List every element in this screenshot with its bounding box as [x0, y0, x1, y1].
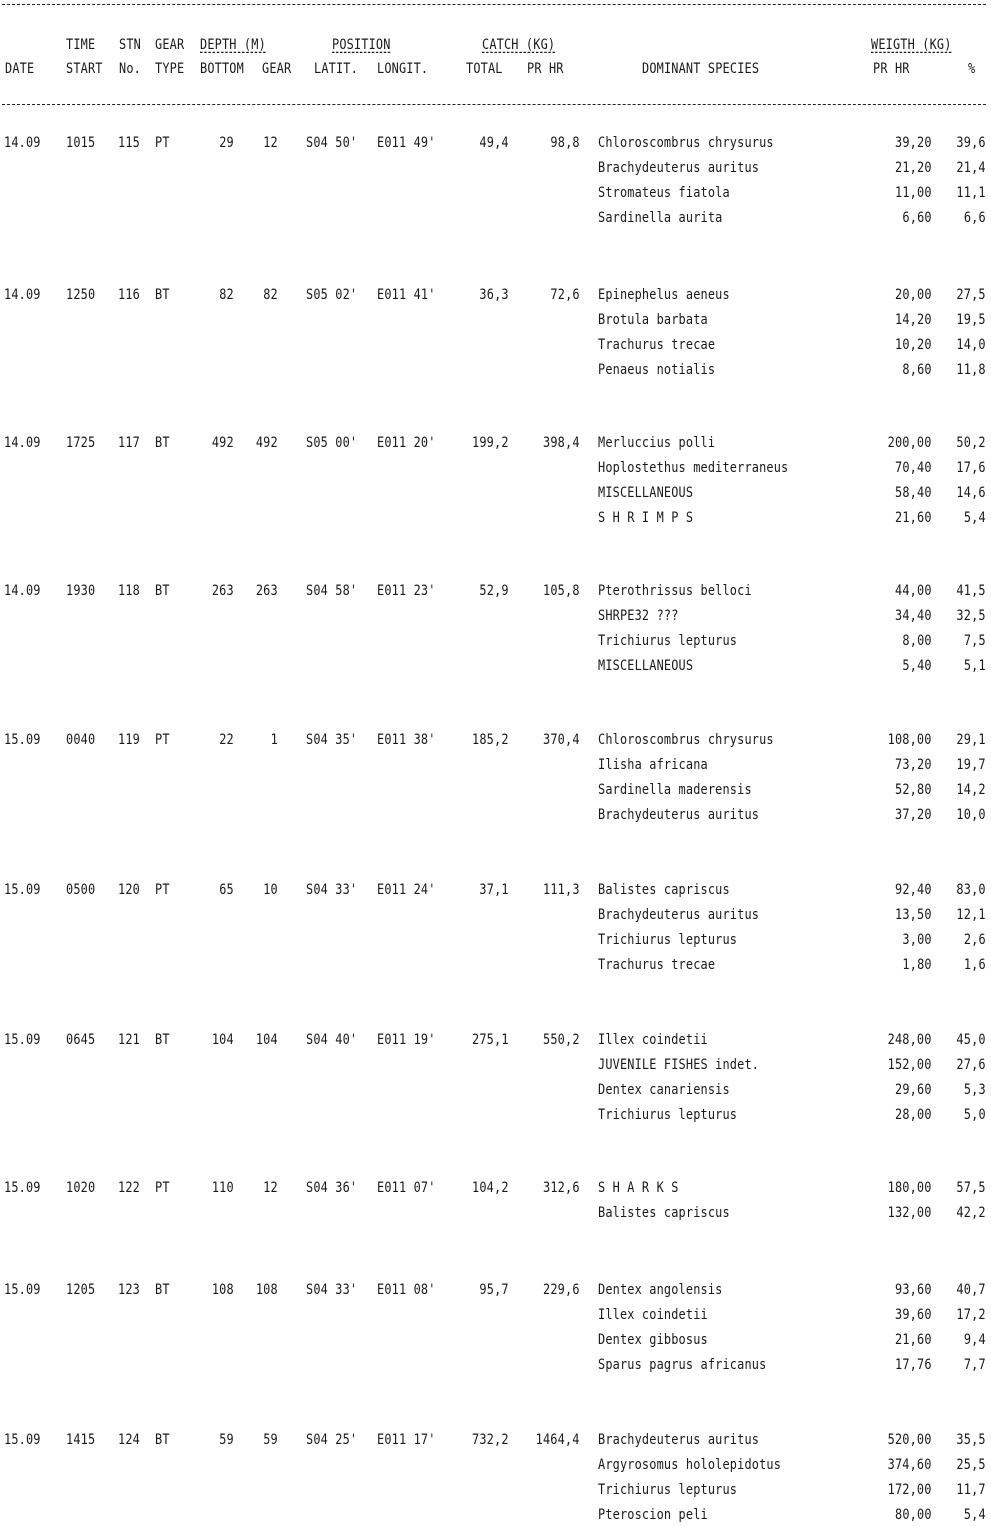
- station-total: 185,2: [472, 732, 509, 748]
- station-type: PT: [155, 882, 170, 898]
- station-bottom: 104: [212, 1032, 234, 1048]
- species-weight-prhr: 80,00: [895, 1506, 932, 1523]
- header-start: START: [66, 61, 103, 77]
- station-prhr: 1464,4: [536, 1432, 580, 1448]
- species-name: Brachydeuterus auritus: [598, 906, 760, 923]
- station-lat: S04 58': [306, 583, 358, 599]
- station-stn: 116: [118, 287, 140, 303]
- station-bottom: 263: [212, 583, 234, 599]
- species-percent: 19,7: [956, 756, 986, 773]
- header-weight-prhr: PR HR: [873, 61, 910, 77]
- species-percent: 27,6: [956, 1056, 986, 1073]
- station-lat: S04 33': [306, 1282, 358, 1298]
- station-bottom: 65: [219, 882, 234, 898]
- station-start: 0500: [66, 882, 96, 898]
- station-bottom: 492: [212, 435, 234, 451]
- species-name: Trachurus trecae: [598, 336, 716, 353]
- station-prhr: 550,2: [543, 1032, 580, 1048]
- header-percent: %: [968, 61, 976, 77]
- species-weight-prhr: 8,00: [902, 632, 932, 649]
- header-species: DOMINANT SPECIES: [642, 61, 760, 77]
- species-weight-prhr: 34,40: [895, 607, 932, 624]
- species-weight-prhr: 180,00: [888, 1180, 932, 1196]
- species-percent: 17,2: [956, 1306, 986, 1323]
- station-gear: 263: [256, 583, 278, 599]
- species-name: Epinephelus aeneus: [598, 287, 730, 303]
- species-name: Pterothrissus belloci: [598, 583, 752, 599]
- species-percent: 50,2: [956, 435, 986, 451]
- station-start: 0040: [66, 732, 96, 748]
- species-name: Ilisha africana: [598, 756, 708, 773]
- station-gear: 59: [263, 1432, 278, 1448]
- station-type: BT: [155, 1282, 170, 1298]
- station-prhr: 111,3: [543, 882, 580, 898]
- species-name: Brachydeuterus auritus: [598, 806, 760, 823]
- species-percent: 25,5: [956, 1456, 986, 1473]
- species-percent: 10,0: [956, 806, 986, 823]
- species-name: S H R I M P S: [598, 509, 694, 526]
- species-name: Illex coindetii: [598, 1306, 708, 1323]
- species-name: Sardinella aurita: [598, 209, 723, 226]
- station-prhr: 72,6: [550, 287, 580, 303]
- species-weight-prhr: 28,00: [895, 1106, 932, 1123]
- station-date: 14.09: [4, 583, 41, 599]
- station-stn: 119: [118, 732, 140, 748]
- species-percent: 39,6: [956, 135, 986, 151]
- station-bottom: 110: [212, 1180, 234, 1196]
- species-weight-prhr: 21,60: [895, 1331, 932, 1348]
- station-type: BT: [155, 1032, 170, 1048]
- station-start: 0645: [66, 1032, 96, 1048]
- station-date: 15.09: [4, 1432, 41, 1448]
- station-prhr: 105,8: [543, 583, 580, 599]
- species-percent: 7,7: [964, 1356, 986, 1373]
- header-weight: WEIGTH (KG): [871, 37, 952, 53]
- species-percent: 27,5: [956, 287, 986, 303]
- station-bottom: 82: [219, 287, 234, 303]
- station-total: 104,2: [472, 1180, 509, 1196]
- species-name: Brachydeuterus auritus: [598, 159, 760, 176]
- species-percent: 19,5: [956, 311, 986, 328]
- species-weight-prhr: 6,60: [902, 209, 932, 226]
- species-weight-prhr: 52,80: [895, 781, 932, 798]
- species-weight-prhr: 520,00: [888, 1432, 932, 1448]
- station-date: 15.09: [4, 882, 41, 898]
- station-type: PT: [155, 1180, 170, 1196]
- station-stn: 121: [118, 1032, 140, 1048]
- species-name: Trichiurus lepturus: [598, 1481, 738, 1498]
- station-prhr: 312,6: [543, 1180, 580, 1196]
- species-percent: 6,6: [964, 209, 986, 226]
- species-percent: 41,5: [956, 583, 986, 599]
- station-start: 1015: [66, 135, 96, 151]
- species-weight-prhr: 70,40: [895, 459, 932, 476]
- species-percent: 11,7: [956, 1481, 986, 1498]
- species-weight-prhr: 29,60: [895, 1081, 932, 1098]
- station-bottom: 59: [219, 1432, 234, 1448]
- species-name: Balistes capriscus: [598, 882, 730, 898]
- species-weight-prhr: 248,00: [888, 1032, 932, 1048]
- species-percent: 29,1: [956, 732, 986, 748]
- species-name: Chloroscombrus chrysurus: [598, 135, 774, 151]
- station-stn: 124: [118, 1432, 140, 1448]
- species-name: S H A R K S: [598, 1180, 679, 1196]
- station-prhr: 370,4: [543, 732, 580, 748]
- header-longit: LONGIT.: [377, 61, 429, 77]
- species-percent: 5,4: [964, 509, 986, 526]
- species-percent: 9,4: [964, 1331, 986, 1348]
- species-weight-prhr: 152,00: [888, 1056, 932, 1073]
- station-stn: 120: [118, 882, 140, 898]
- species-weight-prhr: 39,60: [895, 1306, 932, 1323]
- species-percent: 14,6: [956, 484, 986, 501]
- species-percent: 12,1: [956, 906, 986, 923]
- header-time: TIME: [66, 37, 96, 53]
- station-date: 15.09: [4, 732, 41, 748]
- station-date: 15.09: [4, 1180, 41, 1196]
- station-lat: S04 36': [306, 1180, 358, 1196]
- top-dashed-rule: [2, 4, 986, 5]
- species-weight-prhr: 11,00: [895, 184, 932, 201]
- species-weight-prhr: 1,80: [902, 956, 932, 973]
- station-lat: S05 02': [306, 287, 358, 303]
- station-total: 37,1: [479, 882, 509, 898]
- station-gear: 82: [263, 287, 278, 303]
- species-name: Illex coindetii: [598, 1032, 708, 1048]
- species-percent: 5,3: [964, 1081, 986, 1098]
- species-name: Dentex angolensis: [598, 1282, 723, 1298]
- species-name: JUVENILE FISHES indet.: [598, 1056, 760, 1073]
- station-gear: 12: [263, 1180, 278, 1196]
- species-percent: 42,2: [956, 1204, 986, 1221]
- species-name: SHRPE32 ???: [598, 607, 679, 624]
- station-lon: E011 07': [377, 1180, 436, 1196]
- species-percent: 5,1: [964, 657, 986, 674]
- station-lat: S05 00': [306, 435, 358, 451]
- species-weight-prhr: 8,60: [902, 361, 932, 378]
- station-gear: 10: [263, 882, 278, 898]
- station-prhr: 229,6: [543, 1282, 580, 1298]
- species-percent: 21,4: [956, 159, 986, 176]
- station-bottom: 29: [219, 135, 234, 151]
- species-name: Trichiurus lepturus: [598, 931, 738, 948]
- species-weight-prhr: 44,00: [895, 583, 932, 599]
- station-type: BT: [155, 583, 170, 599]
- station-total: 49,4: [479, 135, 509, 151]
- header-prhr: PR HR: [527, 61, 564, 77]
- station-total: 275,1: [472, 1032, 509, 1048]
- species-weight-prhr: 10,20: [895, 336, 932, 353]
- station-gear: 492: [256, 435, 278, 451]
- station-stn: 123: [118, 1282, 140, 1298]
- station-type: BT: [155, 287, 170, 303]
- station-date: 15.09: [4, 1282, 41, 1298]
- species-name: Trichiurus lepturus: [598, 632, 738, 649]
- species-percent: 5,4: [964, 1506, 986, 1523]
- species-percent: 45,0: [956, 1032, 986, 1048]
- species-name: Stromateus fiatola: [598, 184, 730, 201]
- station-start: 1725: [66, 435, 96, 451]
- species-percent: 14,2: [956, 781, 986, 798]
- station-type: BT: [155, 435, 170, 451]
- station-type: PT: [155, 732, 170, 748]
- station-bottom: 22: [219, 732, 234, 748]
- species-percent: 11,8: [956, 361, 986, 378]
- species-percent: 17,6: [956, 459, 986, 476]
- station-gear: 108: [256, 1282, 278, 1298]
- header-no: No.: [119, 61, 141, 77]
- station-total: 732,2: [472, 1432, 509, 1448]
- header-gear: GEAR: [155, 37, 185, 53]
- species-name: Trachurus trecae: [598, 956, 716, 973]
- species-weight-prhr: 73,20: [895, 756, 932, 773]
- species-percent: 32,5: [956, 607, 986, 624]
- species-weight-prhr: 13,50: [895, 906, 932, 923]
- station-gear: 12: [263, 135, 278, 151]
- species-name: Brachydeuterus auritus: [598, 1432, 760, 1448]
- species-weight-prhr: 21,60: [895, 509, 932, 526]
- species-weight-prhr: 17,76: [895, 1356, 932, 1373]
- species-percent: 14,0: [956, 336, 986, 353]
- species-name: Hoplostethus mediterraneus: [598, 459, 789, 476]
- station-lat: S04 40': [306, 1032, 358, 1048]
- species-percent: 40,7: [956, 1282, 986, 1298]
- species-weight-prhr: 21,20: [895, 159, 932, 176]
- species-name: Brotula barbata: [598, 311, 708, 328]
- species-weight-prhr: 3,00: [902, 931, 932, 948]
- header-date: DATE: [5, 61, 35, 77]
- header-dashed-rule: [2, 104, 986, 105]
- header-gear-depth: GEAR: [262, 61, 292, 77]
- species-name: Trichiurus lepturus: [598, 1106, 738, 1123]
- station-gear: 1: [270, 732, 278, 748]
- station-date: 14.09: [4, 435, 41, 451]
- station-prhr: 98,8: [550, 135, 580, 151]
- species-weight-prhr: 20,00: [895, 287, 932, 303]
- station-stn: 118: [118, 583, 140, 599]
- station-total: 36,3: [479, 287, 509, 303]
- species-weight-prhr: 5,40: [902, 657, 932, 674]
- header-bottom: BOTTOM: [200, 61, 244, 77]
- species-weight-prhr: 132,00: [888, 1204, 932, 1221]
- station-gear: 104: [256, 1032, 278, 1048]
- species-percent: 2,6: [964, 931, 986, 948]
- station-prhr: 398,4: [543, 435, 580, 451]
- station-lon: E011 17': [377, 1432, 436, 1448]
- station-date: 15.09: [4, 1032, 41, 1048]
- species-percent: 11,1: [956, 184, 986, 201]
- species-weight-prhr: 108,00: [888, 732, 932, 748]
- station-lon: E011 49': [377, 135, 436, 151]
- station-date: 14.09: [4, 287, 41, 303]
- station-lat: S04 33': [306, 882, 358, 898]
- species-percent: 35,5: [956, 1432, 986, 1448]
- header-catch: CATCH (KG): [482, 37, 556, 53]
- species-percent: 7,5: [964, 632, 986, 649]
- species-percent: 57,5: [956, 1180, 986, 1196]
- station-start: 1250: [66, 287, 96, 303]
- station-total: 95,7: [479, 1282, 509, 1298]
- species-name: Sardinella maderensis: [598, 781, 752, 798]
- station-start: 1205: [66, 1282, 96, 1298]
- species-name: Pteroscion peli: [598, 1506, 708, 1523]
- station-stn: 115: [118, 135, 140, 151]
- species-name: Balistes capriscus: [598, 1204, 730, 1221]
- station-bottom: 108: [212, 1282, 234, 1298]
- header-position: POSITION: [332, 37, 391, 53]
- species-name: Merluccius polli: [598, 435, 716, 451]
- header-total: TOTAL: [466, 61, 503, 77]
- species-weight-prhr: 92,40: [895, 882, 932, 898]
- station-lon: E011 41': [377, 287, 436, 303]
- station-lat: S04 25': [306, 1432, 358, 1448]
- station-start: 1415: [66, 1432, 96, 1448]
- species-weight-prhr: 37,20: [895, 806, 932, 823]
- species-name: Dentex gibbosus: [598, 1331, 708, 1348]
- header-latit: LATIT.: [314, 61, 358, 77]
- station-lon: E011 19': [377, 1032, 436, 1048]
- station-total: 199,2: [472, 435, 509, 451]
- header-type: TYPE: [155, 61, 185, 77]
- species-weight-prhr: 374,60: [888, 1456, 932, 1473]
- species-name: Sparus pagrus africanus: [598, 1356, 767, 1373]
- station-stn: 117: [118, 435, 140, 451]
- species-percent: 5,0: [964, 1106, 986, 1123]
- species-percent: 1,6: [964, 956, 986, 973]
- species-weight-prhr: 39,20: [895, 135, 932, 151]
- station-type: BT: [155, 1432, 170, 1448]
- species-name: Penaeus notialis: [598, 361, 716, 378]
- species-name: MISCELLANEOUS: [598, 484, 694, 501]
- species-weight-prhr: 14,20: [895, 311, 932, 328]
- station-lon: E011 24': [377, 882, 436, 898]
- station-total: 52,9: [479, 583, 509, 599]
- station-lon: E011 20': [377, 435, 436, 451]
- station-lon: E011 38': [377, 732, 436, 748]
- station-date: 14.09: [4, 135, 41, 151]
- species-name: Dentex canariensis: [598, 1081, 730, 1098]
- species-weight-prhr: 172,00: [888, 1481, 932, 1498]
- species-percent: 83,0: [956, 882, 986, 898]
- species-weight-prhr: 58,40: [895, 484, 932, 501]
- station-type: PT: [155, 135, 170, 151]
- species-name: Chloroscombrus chrysurus: [598, 732, 774, 748]
- station-start: 1020: [66, 1180, 96, 1196]
- station-stn: 122: [118, 1180, 140, 1196]
- station-lat: S04 35': [306, 732, 358, 748]
- header-stn: STN: [119, 37, 141, 53]
- station-lat: S04 50': [306, 135, 358, 151]
- species-weight-prhr: 93,60: [895, 1282, 932, 1298]
- header-depth: DEPTH (M): [200, 37, 266, 53]
- species-name: Argyrosomus hololepidotus: [598, 1456, 782, 1473]
- species-name: MISCELLANEOUS: [598, 657, 694, 674]
- station-lon: E011 23': [377, 583, 436, 599]
- station-lon: E011 08': [377, 1282, 436, 1298]
- species-weight-prhr: 200,00: [888, 435, 932, 451]
- station-start: 1930: [66, 583, 96, 599]
